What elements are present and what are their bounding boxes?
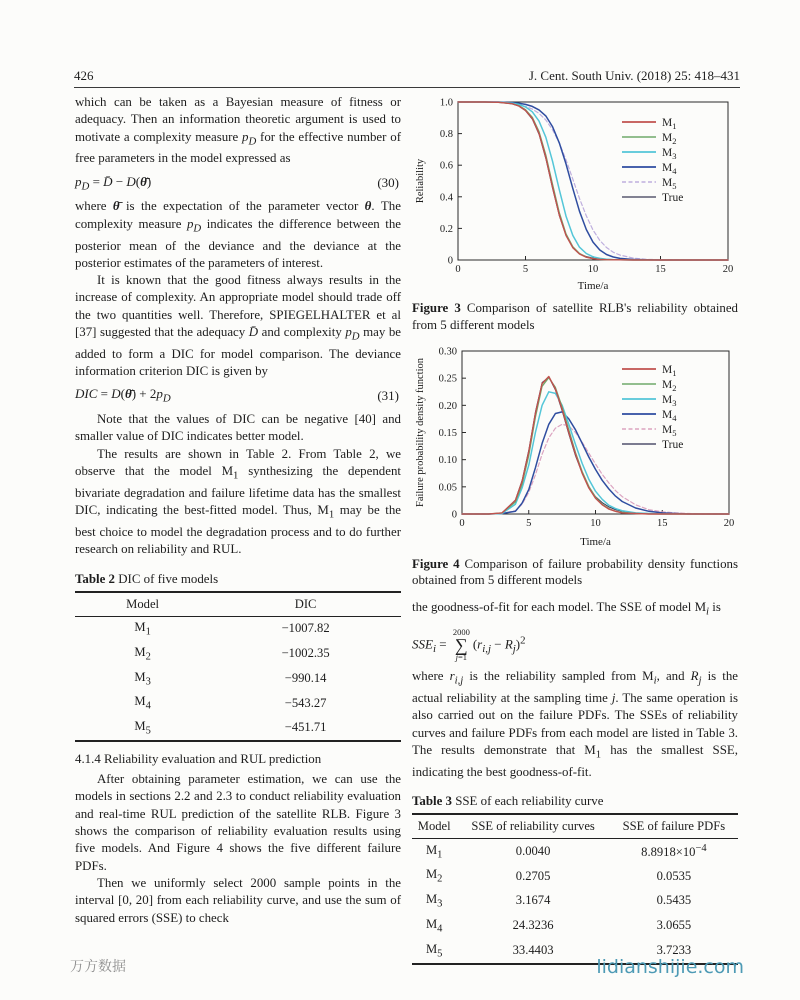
series-True bbox=[458, 102, 728, 260]
column-header: Model bbox=[412, 814, 456, 839]
table-cell: $M_5$ bbox=[134, 719, 151, 737]
x-tick-label: 10 bbox=[590, 517, 601, 529]
y-axis-label: Reliability bbox=[415, 158, 426, 204]
plot-frame bbox=[458, 102, 728, 260]
table-cell: 0.0040 bbox=[515, 844, 551, 859]
column-header: Model bbox=[75, 592, 210, 617]
table-row bbox=[412, 839, 738, 864]
table-cell: $M_3$ bbox=[134, 669, 151, 688]
y-tick-label: 0.30 bbox=[438, 346, 457, 358]
sse-equation bbox=[412, 629, 738, 662]
table-cell: $M_5$ bbox=[425, 941, 443, 960]
legend-label-True: True bbox=[662, 192, 684, 204]
table-cell: $M_2$ bbox=[425, 867, 443, 885]
y-tick-label: 0.15 bbox=[438, 427, 457, 439]
footer-scan-mark: 万方数据 bbox=[70, 959, 126, 975]
x-tick-label: 20 bbox=[723, 517, 735, 529]
paragraph: After obtaining parameter estimation, we can use the models in sections 2.2 and 2.3 to conduct reliability evaluation and real-time RUL prediction of the satellite RLB. Figure 3 shows the comparison of reliability evaluation results using five models. And Figure 4 shows the five different failure PDFs. bbox=[75, 772, 401, 873]
x-axis-label: Time/a bbox=[580, 535, 611, 548]
section-heading: 4.1.4 Reliability evaluation and RUL prediction bbox=[75, 752, 322, 767]
left-column bbox=[75, 94, 401, 927]
page-header bbox=[74, 68, 740, 88]
y-axis-label: Failure probability density function bbox=[415, 357, 426, 507]
table-cell: −451.71 bbox=[284, 720, 327, 735]
table-cell: $8.8918\times 10^{-4}$ bbox=[641, 842, 707, 860]
series-M2 bbox=[462, 377, 729, 513]
table-cell: −1007.82 bbox=[281, 621, 330, 636]
right-column bbox=[412, 94, 738, 967]
series-M1 bbox=[462, 376, 729, 514]
table-row bbox=[75, 641, 401, 666]
paragraph: It is known that the good fitness always results in the increase of complexity. An appropriate model should trade off the two quantities well. Therefore, SPIEGELHALTER et al [37] suggested that the adequacy D̄ and complexity $p_D$ may be added to form a DIC for model comparison. The deviance information criterion DIC is given by bbox=[75, 273, 401, 379]
equation-31-number: (31) bbox=[377, 387, 399, 403]
x-axis-label: Time/a bbox=[577, 280, 609, 292]
legend-label-M4: $M_4$ bbox=[662, 408, 677, 423]
equation-31 bbox=[75, 386, 401, 405]
x-tick-label: 5 bbox=[526, 517, 532, 529]
series-M1 bbox=[458, 102, 728, 260]
table-row bbox=[75, 715, 401, 741]
paragraph: Note that the values of DIC can be negative [40] and smaller value of DIC indicates better model. bbox=[75, 412, 401, 444]
series-M5 bbox=[458, 102, 728, 260]
table-cell: 3.1674 bbox=[515, 893, 551, 908]
legend-label-M5: $M_5$ bbox=[662, 177, 677, 191]
table-row bbox=[412, 913, 738, 938]
table-cell: 3.0655 bbox=[656, 918, 692, 933]
paragraph: The results are shown in Table 2. From Table 2, we observe that the model $M_1$ synthesizing the dependent bivariate degradation and failure lifetime data has the smallest DIC, indicating the best-fitted model. Thus, $M_1$ may be the best choice to model the degradation process and to do further research on reliability and RUL. bbox=[75, 446, 401, 557]
paragraph: where $r_{i,j}$ is the reliability sampled from $M_i$, and $R_j$ is the actual reliability at the sampling time j. The same operation is also carried out on the failure PDFs. The SSEs of reliability curves and failure PDFs from each model are listed in Table 3. The results demonstrate that $M_1$ has the smallest SSE, indicating the best goodness-of-fit. bbox=[412, 669, 739, 779]
table-cell: $M_1$ bbox=[425, 842, 443, 861]
y-tick-label: 0 bbox=[451, 509, 457, 521]
y-tick-label: 1.0 bbox=[439, 97, 453, 109]
table-cell: $M_2$ bbox=[134, 644, 151, 663]
table3-caption: Table 3 SSE of each reliability curve bbox=[412, 794, 604, 809]
series-M3 bbox=[458, 102, 728, 260]
y-tick-label: 0 bbox=[447, 255, 453, 267]
table-cell: $M_4$ bbox=[425, 916, 443, 935]
equation-30 bbox=[75, 174, 401, 193]
figure3-chart bbox=[412, 94, 738, 292]
figure3-caption: Figure 3 Comparison of satellite RLB's reliability obtained from 5 different models bbox=[412, 301, 739, 332]
table-cell: 33.4403 bbox=[512, 942, 554, 957]
figure4-chart bbox=[412, 344, 738, 548]
column-header: DIC bbox=[210, 592, 401, 617]
table-cell: 24.3236 bbox=[512, 918, 554, 933]
table-row bbox=[412, 889, 738, 914]
paragraph: which can be taken as a Bayesian measure of fitness or adequacy. Then an information theoretic argument is used to motivate a complexity measure $p_D$ for the effective number of free parameters in the model expressed as bbox=[75, 95, 401, 166]
equation-30-number: (30) bbox=[377, 175, 399, 191]
legend-label-M3: $M_3$ bbox=[662, 147, 677, 161]
table-cell: $M_3$ bbox=[425, 892, 443, 910]
table-row bbox=[75, 691, 401, 716]
table-cell: −1002.35 bbox=[281, 646, 330, 661]
legend-label-M1: $M_1$ bbox=[662, 117, 677, 131]
y-tick-label: 0.2 bbox=[439, 223, 453, 235]
legend-label-M3: $M_3$ bbox=[662, 393, 677, 408]
table-cell: −990.14 bbox=[284, 670, 327, 685]
table-row bbox=[412, 864, 738, 889]
sse-equation-body: $SSE_i$ = 2000 ∑ j=1 $(r_{i,j} - R_j)^2$ bbox=[412, 627, 526, 662]
y-tick-label: 0.05 bbox=[438, 481, 457, 493]
table3 bbox=[412, 813, 738, 965]
legend-label-M2: $M_2$ bbox=[662, 132, 677, 146]
paragraph: where θ̄ is the expectation of the parameter vector θ. The complexity measure $p_D$ indicates the difference between the posterior mean of the deviance and the deviance at the posterior estimates of the parameters of interest. bbox=[75, 199, 402, 270]
x-tick-label: 15 bbox=[657, 517, 668, 529]
equation-30-body: $p_D$ = D̄ − D(θ̄) bbox=[75, 173, 152, 193]
y-tick-label: 0.20 bbox=[438, 400, 457, 412]
x-tick-label: 10 bbox=[587, 264, 599, 275]
y-tick-label: 0.6 bbox=[439, 160, 453, 172]
table-cell: 3.7233 bbox=[656, 942, 692, 957]
series-M3 bbox=[462, 391, 729, 513]
series-True bbox=[462, 377, 729, 514]
legend-label-True: True bbox=[662, 438, 684, 451]
column-header: SSE of reliability curves bbox=[456, 814, 609, 839]
legend-label-M2: $M_2$ bbox=[662, 378, 677, 393]
table-row bbox=[75, 666, 401, 691]
x-tick-label: 5 bbox=[522, 264, 529, 275]
y-tick-label: 0.4 bbox=[439, 192, 453, 204]
table-cell: 0.0535 bbox=[656, 868, 692, 883]
table2-caption: Table 2 DIC of five models bbox=[75, 571, 219, 586]
legend-label-M5: $M_5$ bbox=[662, 423, 677, 438]
table-cell: $M_1$ bbox=[134, 620, 151, 638]
y-tick-label: 0.25 bbox=[438, 373, 457, 385]
figure4 bbox=[412, 344, 738, 553]
table2 bbox=[75, 591, 401, 743]
table-cell: −543.27 bbox=[284, 695, 327, 710]
legend-label-M4: $M_4$ bbox=[662, 162, 677, 176]
page-number: 426 bbox=[74, 68, 94, 83]
x-tick-label: 0 bbox=[459, 517, 465, 529]
legend-label-M1: $M_1$ bbox=[662, 363, 677, 378]
table-cell: 0.2705 bbox=[515, 868, 551, 883]
figure4-caption: Figure 4 Comparison of failure probability density functions obtained from 5 different models bbox=[412, 556, 738, 588]
journal-reference: J. Cent. South Univ. (2018) 25: 418–431 bbox=[528, 68, 740, 83]
plot-frame bbox=[462, 351, 729, 514]
figure3 bbox=[412, 94, 738, 297]
column-header: SSE of failure PDFs bbox=[610, 814, 738, 839]
table-row bbox=[75, 616, 401, 641]
table-cell: 0.5435 bbox=[656, 893, 692, 908]
y-tick-label: 0.8 bbox=[439, 129, 453, 141]
series-M4 bbox=[458, 102, 728, 260]
table-cell: $M_4$ bbox=[134, 694, 151, 712]
equation-31-body: DIC = D(θ̄) + $2p_D$ bbox=[75, 386, 171, 406]
paragraph: Then we uniformly select 2000 sample points in the interval [0, 20] from each reliability curve, and use the sum of squared errors (SSE) to check bbox=[75, 875, 401, 925]
paragraph: the goodness-of-fit for each model. The SSE of model $M_i$ is bbox=[412, 600, 721, 618]
series-M2 bbox=[458, 102, 728, 260]
x-tick-label: 15 bbox=[655, 264, 666, 275]
y-tick-label: 0.10 bbox=[438, 454, 457, 466]
x-tick-label: 20 bbox=[722, 264, 734, 275]
footer-watermark: lidianshijie.com bbox=[596, 956, 744, 978]
x-tick-label: 0 bbox=[455, 264, 461, 275]
